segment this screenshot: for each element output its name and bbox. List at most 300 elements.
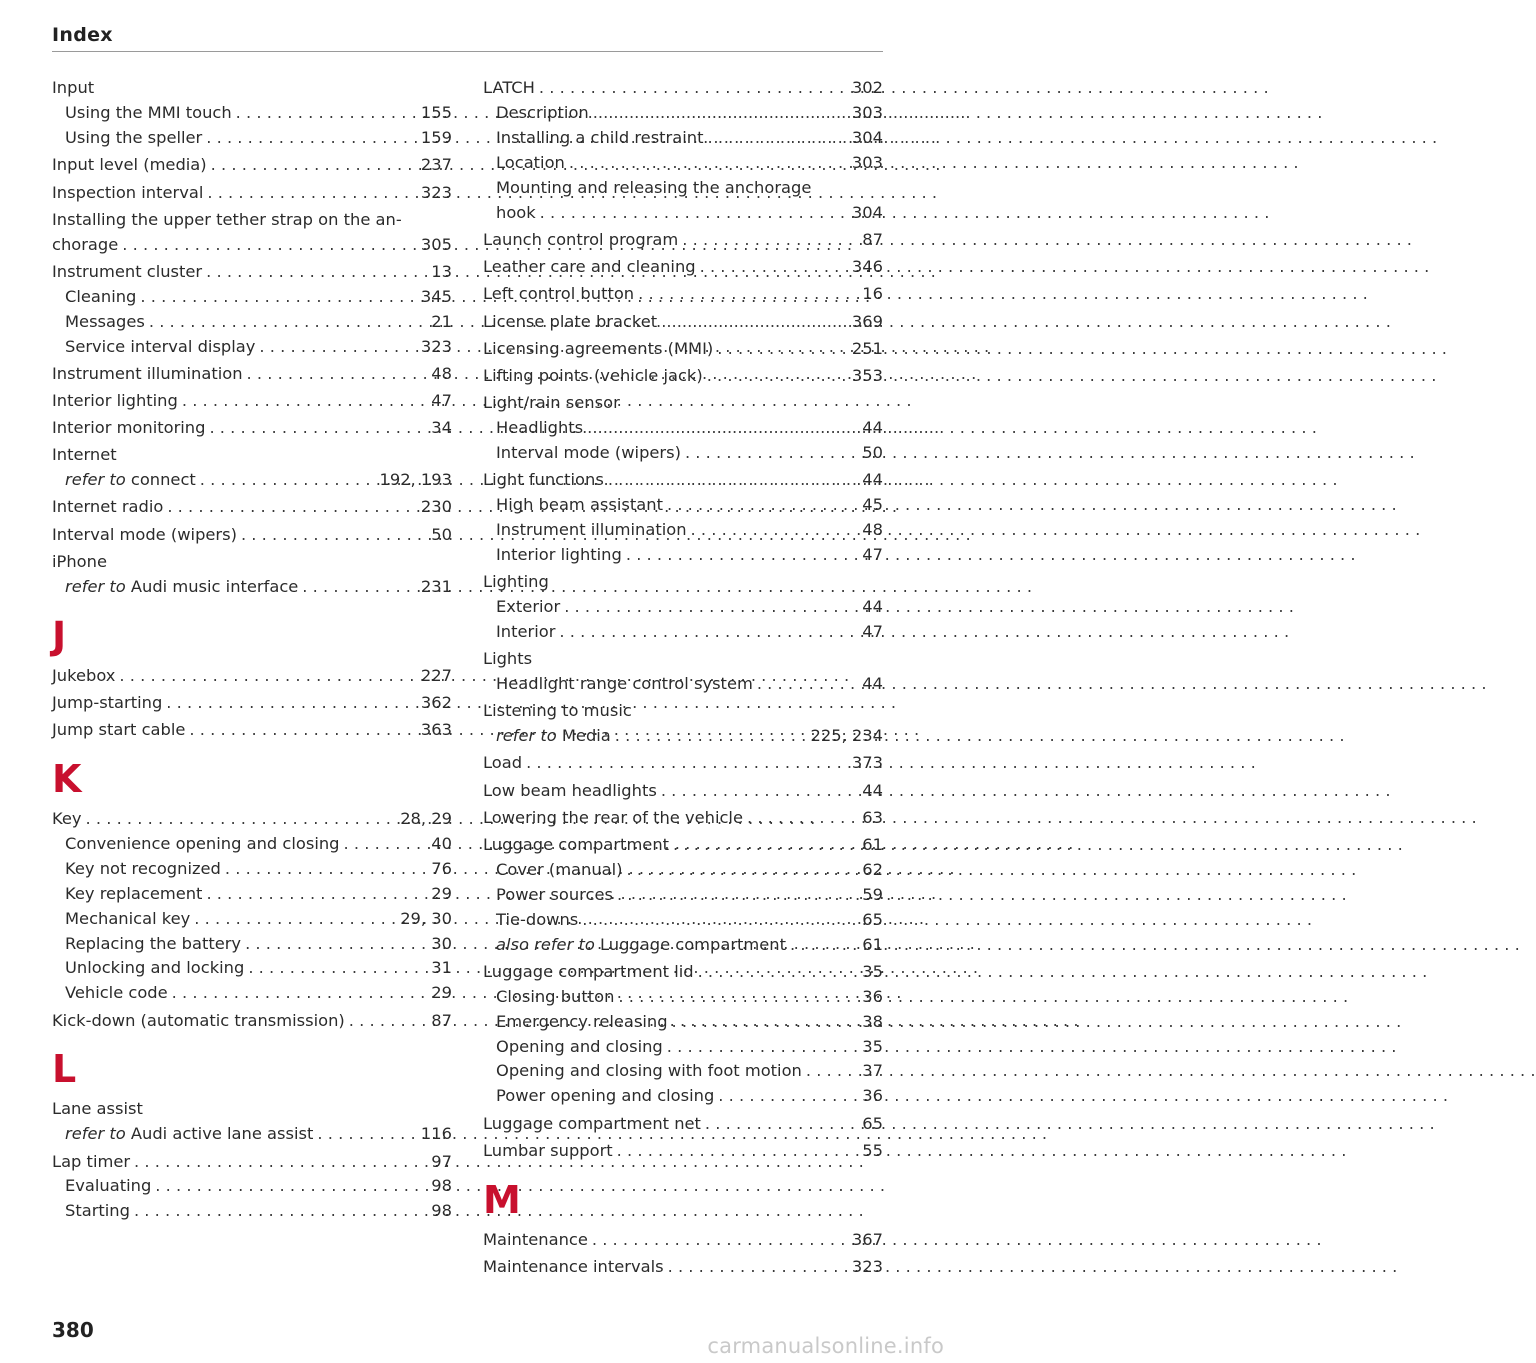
- index-term-text: Jukebox: [52, 665, 116, 685]
- index-term-text: Internet radio: [52, 497, 164, 517]
- index-subentry: [52, 468, 452, 493]
- index-term: [496, 1010, 668, 1035]
- cross-reference: refer to: [65, 576, 126, 596]
- dot-leader: [221, 857, 427, 882]
- index-entry: [483, 806, 883, 831]
- dot-leader: [663, 493, 858, 518]
- index-term: [496, 126, 703, 151]
- index-term: [52, 1009, 345, 1034]
- index-entry: [52, 153, 452, 178]
- page-reference: 34: [431, 418, 452, 438]
- index-term-text: Lap timer: [52, 1151, 131, 1171]
- page-reference: 65: [862, 1113, 883, 1133]
- dot-leader: [678, 228, 858, 253]
- cross-reference: also refer to: [496, 934, 595, 954]
- page-reference: 47: [431, 390, 452, 410]
- dot-leader: [703, 364, 848, 389]
- index-term: [65, 101, 232, 126]
- index-term: [483, 337, 713, 362]
- page-reference: 44: [862, 674, 883, 694]
- index-subentry: [483, 883, 883, 908]
- index-entry: [52, 362, 452, 387]
- index-term: [65, 335, 255, 360]
- page-reference: 76: [431, 858, 452, 878]
- dot-leader: [237, 523, 427, 548]
- dot-leader: [687, 518, 859, 543]
- index-term: [52, 260, 202, 285]
- index-term: [496, 595, 560, 620]
- index-term: [52, 208, 402, 233]
- index-subentry: [483, 151, 883, 176]
- index-term-text: Tie-downs: [496, 909, 579, 929]
- index-entry: [52, 233, 452, 258]
- index-subentry: [52, 335, 452, 360]
- page-reference: 323: [420, 336, 452, 356]
- index-term-text: Licensing agreements (MMI): [483, 338, 714, 358]
- page-reference: 47: [862, 622, 883, 641]
- index-term-text: Internet: [52, 445, 117, 465]
- index-subentry: [483, 1059, 883, 1084]
- index-subentry: [483, 933, 883, 958]
- index-term-text: Headlights: [496, 418, 584, 438]
- index-term-text: Opening and closing: [496, 1036, 663, 1056]
- index-term-text: Lowering the rear of the vehicle: [483, 807, 743, 827]
- index-entry: [52, 181, 452, 206]
- index-term: [496, 151, 565, 176]
- page-reference: 98: [431, 1201, 452, 1221]
- page-reference: 38: [862, 1011, 883, 1031]
- index-term-text: Instrument illumination: [52, 363, 243, 383]
- index-entry: [483, 1139, 883, 1164]
- index-subentry: [52, 932, 452, 957]
- dot-leader: [345, 1009, 427, 1034]
- index-entry: [483, 76, 883, 101]
- page-reference: 155: [420, 103, 452, 123]
- index-term: [496, 176, 811, 201]
- index-subentry: [52, 956, 452, 981]
- index-entry: [52, 718, 452, 743]
- index-subentry: [52, 882, 452, 907]
- page-reference: 61: [862, 934, 883, 954]
- dot-leader: [696, 255, 848, 280]
- index-term-text: Light functions: [483, 470, 604, 490]
- dot-leader: [611, 724, 807, 749]
- index-term-text: Location: [496, 153, 565, 173]
- dot-leader: [664, 1255, 848, 1280]
- index-term: [483, 833, 669, 858]
- index-term: [483, 391, 620, 416]
- dot-leader: [743, 806, 858, 831]
- index-entry: [483, 228, 883, 253]
- index-term-text: Power opening and closing: [496, 1086, 715, 1106]
- page-reference: 35: [862, 961, 883, 981]
- index-subentry: [483, 493, 883, 518]
- index-subentry: [483, 620, 883, 645]
- index-entry: [52, 260, 452, 285]
- page-reference: 303: [851, 103, 883, 123]
- page-reference: 305: [420, 234, 452, 254]
- page-reference: 345: [420, 286, 452, 306]
- index-term-text: Listening to music: [483, 701, 632, 721]
- index-term-text: Low beam headlights: [483, 780, 657, 800]
- page-reference: 323: [420, 182, 452, 202]
- dot-leader: [163, 495, 417, 520]
- index-term-text: Kick-down (automatic transmission): [52, 1010, 345, 1030]
- page-reference: 237: [420, 155, 452, 175]
- index-term: [52, 718, 185, 743]
- dot-leader: [162, 691, 417, 716]
- index-term: [52, 362, 243, 387]
- page-reference: 323: [851, 1256, 883, 1276]
- index-term-text: connect: [130, 470, 196, 490]
- page-reference: 369: [851, 311, 883, 331]
- index-term-text: Lifting points (vehicle jack): [483, 366, 703, 386]
- dot-leader: [669, 833, 858, 858]
- page-reference: 36: [862, 1086, 883, 1106]
- index-term: [52, 523, 237, 548]
- dot-leader: [241, 932, 427, 957]
- page-reference: 59: [862, 884, 883, 904]
- index-term: [483, 282, 634, 307]
- index-term-text: Input level (media): [52, 155, 207, 175]
- dot-leader: [565, 151, 848, 176]
- index-term-text: Light/rain sensor: [483, 393, 620, 413]
- page-reference: 48: [862, 520, 883, 540]
- page-reference: 63: [862, 807, 883, 827]
- index-term-text: Cover (manual): [496, 859, 623, 879]
- index-term: [483, 1255, 664, 1280]
- index-term: [496, 493, 663, 518]
- dot-leader: [207, 153, 417, 178]
- index-term: [496, 620, 555, 645]
- index-term: [483, 699, 632, 724]
- dot-leader: [130, 1199, 427, 1224]
- index-term-text: Exterior: [496, 597, 561, 617]
- index-column-right: [483, 74, 883, 1280]
- dot-leader: [202, 260, 427, 285]
- dot-leader: [714, 1084, 858, 1109]
- page-reference: 304: [851, 202, 883, 222]
- page-reference: 29: [431, 983, 452, 1003]
- index-term-text: Interior monitoring: [52, 418, 206, 438]
- index-subentry: [52, 126, 452, 151]
- page-reference: 116: [420, 1124, 452, 1144]
- index-term-text: Lights: [483, 649, 533, 669]
- dot-leader: [202, 126, 417, 151]
- page-reference: 28, 29: [400, 809, 452, 828]
- index-entry: [52, 523, 452, 548]
- index-subentry: [52, 1174, 452, 1199]
- index-entry: [52, 664, 452, 689]
- dot-leader: [555, 620, 858, 645]
- page-reference: 50: [862, 443, 883, 463]
- index-term-text: Starting: [65, 1201, 130, 1221]
- index-term-text: Lane assist: [52, 1099, 143, 1119]
- dot-leader: [130, 1150, 427, 1175]
- section-letter-l: L: [52, 1047, 77, 1092]
- index-term-text: Closing button: [496, 986, 615, 1006]
- index-term: [496, 201, 536, 226]
- index-term: [483, 255, 696, 280]
- page-reference: 47: [862, 544, 883, 564]
- dot-leader: [178, 389, 427, 414]
- index-term: [52, 807, 82, 832]
- page-reference: 227: [420, 665, 452, 685]
- index-term-text: Using the MMI touch: [65, 103, 232, 123]
- index-subentry: [483, 595, 883, 620]
- index-entry: [52, 550, 452, 575]
- dot-leader: [589, 101, 848, 126]
- index-entry: [483, 1255, 883, 1280]
- index-term: [65, 1174, 151, 1199]
- index-term: [65, 310, 145, 335]
- index-term: [52, 153, 207, 178]
- index-term: [496, 416, 583, 441]
- index-term: [52, 416, 205, 441]
- index-term-text: Emergency releasing: [496, 1011, 668, 1031]
- header-divider: [52, 51, 883, 52]
- index-term-text: iPhone: [52, 551, 107, 571]
- page-reference: 302: [851, 78, 883, 98]
- page-reference: 97: [431, 1151, 452, 1171]
- index-term-text: Input: [52, 78, 95, 98]
- page-reference: 48: [431, 363, 452, 383]
- dot-leader: [588, 1228, 848, 1253]
- index-entry: [483, 570, 883, 595]
- index-term-text: Mechanical key: [65, 908, 191, 928]
- index-term: [65, 285, 136, 310]
- index-subentry: [483, 441, 883, 466]
- page-reference: 367: [851, 1229, 883, 1249]
- index-term: [483, 364, 703, 389]
- dot-leader: [340, 832, 428, 857]
- dot-leader: [185, 718, 417, 743]
- index-term: [65, 981, 168, 1006]
- index-term: [65, 832, 340, 857]
- index-subentry: [483, 176, 883, 201]
- dot-leader: [536, 201, 848, 226]
- index-entry: [52, 495, 452, 520]
- index-term: [496, 1035, 663, 1060]
- dot-leader: [681, 441, 858, 466]
- dot-leader: [136, 285, 417, 310]
- page-reference: 353: [851, 366, 883, 386]
- index-term: [483, 1228, 588, 1253]
- dot-leader: [703, 126, 847, 151]
- page-reference: 231: [420, 576, 452, 596]
- page-reference: 65: [862, 909, 883, 929]
- index-term-text: Luggage compartment: [599, 934, 787, 954]
- index-term: [65, 932, 241, 957]
- index-term: [65, 575, 298, 600]
- index-term-text: chorage: [52, 234, 119, 254]
- page-reference: 230: [420, 497, 452, 517]
- page-header-title: Index: [52, 24, 113, 46]
- dot-leader: [151, 1174, 427, 1199]
- index-term-text: hook: [496, 202, 536, 222]
- index-term: [496, 908, 578, 933]
- index-term: [496, 101, 589, 126]
- index-term: [52, 495, 163, 520]
- index-entry: [52, 691, 452, 716]
- index-term: [52, 1097, 143, 1122]
- index-subentry: [483, 126, 883, 151]
- index-entry: [483, 468, 883, 493]
- dot-leader: [298, 575, 417, 600]
- index-subentry: [52, 1199, 452, 1224]
- dot-leader: [668, 1010, 859, 1035]
- index-term-text: Convenience opening and closing: [65, 833, 340, 853]
- dot-leader: [578, 908, 858, 933]
- index-entry: [52, 389, 452, 414]
- index-term-text: Evaluating: [65, 1176, 152, 1196]
- index-term: [52, 76, 94, 101]
- index-term-text: Replacing the battery: [65, 933, 242, 953]
- dot-leader: [82, 807, 397, 832]
- index-term: [52, 550, 107, 575]
- index-term: [52, 664, 115, 689]
- dot-leader: [313, 1122, 417, 1147]
- page-reference: 30: [431, 933, 452, 953]
- index-entry: [483, 282, 883, 307]
- index-term: [483, 468, 604, 493]
- index-term-text: Load: [483, 753, 523, 773]
- dot-leader: [232, 101, 417, 126]
- watermark: carmanualsonline.info: [707, 1334, 944, 1358]
- index-term-text: Installing a child restraint: [496, 128, 704, 148]
- index-subentry: [483, 858, 883, 883]
- section-letter-m: M: [483, 1177, 521, 1222]
- dot-leader: [694, 960, 859, 985]
- index-term-text: Mounting and releasing the anchorage: [496, 177, 812, 197]
- index-term: [483, 76, 535, 101]
- index-entry: [52, 76, 452, 101]
- index-subentry: [483, 101, 883, 126]
- index-term-text: Service interval display: [65, 336, 256, 356]
- index-term: [65, 1122, 313, 1147]
- page-reference: 346: [851, 257, 883, 277]
- page-reference: 87: [431, 1010, 452, 1030]
- index-term-text: Audi music interface: [130, 576, 299, 596]
- index-term-text: Cleaning: [65, 286, 137, 306]
- dot-leader: [202, 882, 427, 907]
- index-term: [496, 518, 687, 543]
- index-term: [496, 985, 614, 1010]
- page-number: 380: [52, 1318, 94, 1342]
- page-reference: 13: [431, 261, 452, 281]
- index-subentry: [483, 1035, 883, 1060]
- dot-leader: [634, 282, 858, 307]
- index-subentry: [483, 1084, 883, 1109]
- page-reference: 61: [862, 835, 883, 855]
- index-term: [496, 543, 622, 568]
- index-term: [483, 228, 678, 253]
- index-term-text: Installing the upper tether strap on the an-: [52, 209, 402, 229]
- index-term: [483, 310, 657, 335]
- dot-leader: [243, 362, 428, 387]
- index-term-text: Lumbar support: [483, 1140, 613, 1160]
- index-term: [496, 672, 753, 697]
- dot-leader: [205, 416, 427, 441]
- dot-leader: [118, 233, 417, 258]
- page-reference: 35: [862, 1036, 883, 1056]
- index-term: [483, 1139, 613, 1164]
- dot-leader: [623, 858, 859, 883]
- dot-leader: [604, 468, 858, 493]
- index-entry: [483, 1228, 883, 1253]
- cross-reference: refer to: [65, 1124, 126, 1144]
- index-entry: [52, 1097, 452, 1122]
- index-term: [52, 233, 118, 258]
- index-term-text: Key replacement: [65, 883, 203, 903]
- page-reference: 192, 193: [379, 470, 452, 490]
- dot-leader: [657, 310, 848, 335]
- index-term-text: Headlight range control system: [496, 674, 753, 694]
- page-reference: 50: [431, 524, 452, 544]
- dot-leader: [753, 672, 858, 697]
- index-term-text: Interval mode (wipers): [496, 443, 681, 463]
- index-term-text: Instrument illumination: [496, 520, 687, 540]
- cross-reference: refer to: [65, 470, 126, 490]
- page-reference: 87: [862, 230, 883, 250]
- index-term: [52, 691, 162, 716]
- index-entry: [483, 391, 883, 416]
- index-term-text: Jump start cable: [52, 720, 186, 740]
- dot-leader: [244, 956, 427, 981]
- index-entry: [483, 751, 883, 776]
- page-reference: 29, 30: [400, 908, 452, 928]
- index-term-text: Opening and closing with foot motion: [496, 1061, 802, 1081]
- index-entry: [483, 833, 883, 858]
- index-term-text: Key: [52, 809, 82, 828]
- page-reference: 62: [862, 859, 883, 879]
- dot-leader: [701, 1112, 858, 1137]
- index-subentry: [483, 672, 883, 697]
- index-term-text: Interior lighting: [496, 544, 622, 564]
- index-entry: [483, 647, 883, 672]
- index-term: [52, 181, 203, 206]
- index-subentry: [52, 981, 452, 1006]
- index-term-text: Interval mode (wipers): [52, 524, 237, 544]
- dot-leader: [115, 664, 417, 689]
- page-reference: 40: [431, 833, 452, 853]
- index-term-text: License plate bracket: [483, 311, 658, 331]
- index-term-text: Media: [561, 726, 611, 746]
- index-entry: [483, 699, 883, 724]
- index-term: [65, 882, 202, 907]
- section-letter-k: K: [52, 757, 82, 801]
- index-term-text: Launch control program: [483, 230, 679, 250]
- dot-leader: [560, 595, 858, 620]
- index-subentry: [483, 201, 883, 226]
- index-term-text: Interior lighting: [52, 390, 178, 410]
- page-reference: 304: [851, 128, 883, 148]
- dot-leader: [255, 335, 417, 360]
- index-term: [483, 647, 532, 672]
- page-reference: 225, 234: [810, 726, 883, 746]
- index-term: [483, 1112, 701, 1137]
- index-term: [483, 570, 549, 595]
- index-term: [483, 806, 743, 831]
- index-subentry: [52, 575, 452, 600]
- index-subentry: [483, 724, 883, 749]
- page-reference: 362: [420, 692, 452, 712]
- index-entry: [483, 255, 883, 280]
- page-reference: 363: [420, 720, 452, 740]
- index-entry: [52, 807, 452, 832]
- dot-leader: [622, 543, 858, 568]
- index-column-left: [52, 74, 452, 1224]
